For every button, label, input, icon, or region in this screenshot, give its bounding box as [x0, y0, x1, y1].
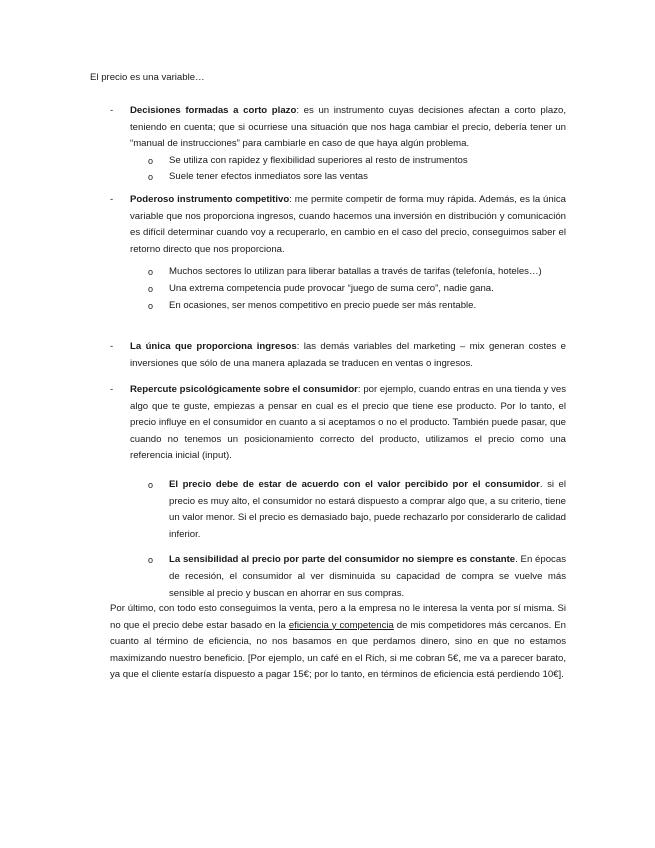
dash-bullet: - [110, 105, 114, 116]
sub-item-text: Se utiliza con rapidez y flexibilidad superiores al resto de instrumentos [169, 154, 468, 166]
sub-item-text: Muchos sectores lo utilizan para liberar batallas a través de tarifas (telefonía, hoteles…) [169, 266, 542, 278]
item-paragraph [130, 103, 566, 153]
efficiency-competence-underline: eficiencia y competencia [288, 619, 394, 631]
sub-item [90, 298, 566, 315]
circle-bullet: o [148, 283, 154, 294]
circle-bullet: o [148, 155, 154, 166]
sub-item-paragraph [169, 552, 566, 602]
sub-item-title: El precio debe de estar de acuerdo con el valor percibido por el consumidor [169, 478, 540, 490]
closing-text-start: Por último, con todo esto conseguimos la venta, pero a la empresa no le interesa la venta por sí misma. Si no que el precio debe estar basado en la [110, 603, 566, 631]
sub-item [90, 264, 566, 281]
item-paragraph [130, 339, 566, 372]
list-item-short-term [90, 103, 566, 186]
circle-bullet: o [148, 300, 154, 311]
sub-item-paragraph [169, 477, 566, 543]
list-item-psychological [90, 382, 566, 602]
item-title: Repercute psicológicamente sobre el consumidor [130, 384, 358, 395]
circle-bullet: o [148, 172, 154, 183]
sub-item [90, 169, 566, 186]
item-text: : es un instrumento cuyas decisiones afectan a corto plazo, teniendo en cuenta; que si ocurriese una situación que nos haga cambiar el precio, debería tener un “manual de instrucciones” para cambiarle en caso de que haya algún problema. [130, 105, 566, 150]
sub-item [90, 477, 566, 543]
list-item-only-income [90, 339, 566, 372]
item-text: : las demás variables del marketing – mix generan costes e inversiones que sólo de una manera aplazada se traducen en ventas o ingresos. [130, 341, 566, 369]
item-text: : por ejemplo, cuando entras en una tienda y ves algo que te guste, empiezas a pensar en cual es el precio que tiene ese producto. Por lo tanto, el precio influye en el consumidor en cuanto a si aceptamos o no el producto. También puede pasar, que cuando no tenemos un posicionamiento correcto del producto, utilizamos el precio como una referencia inicial (input). [130, 384, 566, 462]
sub-item-text: . En épocas de recesión, el consumidor al ver disminuida su capacidad de compra se vuelve más sensible al precio y buscan en ahorrar en sus compras. [169, 554, 566, 599]
dash-bullet: - [110, 194, 114, 205]
item-text: : me permite competir de forma muy rápida. Además, es la única variable que nos proporciona ingresos, cuando hacemos una inversión en distribución y comunicación es difícil determinar cuando voy a recuperarlo, en cambio en el caso del precio, conseguimos saber el retorno directo que nos proporciona. [130, 194, 566, 255]
dash-bullet: - [110, 384, 114, 395]
closing-text-end: de mis competidores más cercanos. En cuanto al término de eficiencia, no nos basamos en que perdamos dinero, sino en que no estamos maximizando nuestro beneficio. [Por ejemplo, un café en el Rich, si me cobran 5€, me va a parecer barato, ya que el cliente estaría dispuesto a pagar 15€; por lo tanto, en términos de eficiencia está perdiendo 10€]. [110, 619, 566, 681]
sub-item-text: Una extrema competencia pude provocar “juego de suma cero”, nadie gana. [169, 282, 494, 294]
sub-item [90, 281, 566, 298]
closing-paragraph [110, 601, 566, 684]
item-title: La única que proporciona ingresos [130, 341, 297, 352]
sub-item [90, 552, 566, 602]
sub-item-text: Suele tener efectos inmediatos sore las ventas [169, 171, 368, 183]
sub-item-title: La sensibilidad al precio por parte del consumidor no siempre es constante [169, 554, 516, 566]
circle-bullet: o [148, 267, 154, 278]
circle-bullet: o [148, 479, 154, 490]
item-paragraph [130, 382, 566, 465]
sub-item-text: . si el precio es muy alto, el consumidor no estará dispuesto a comprar algo que, a su criterio, tiene un valor menor. Si el precio es demasiado bajo, puede rechazarlo por considerarlo de calidad inferior. [169, 478, 566, 540]
circle-bullet: o [148, 555, 154, 566]
sub-item [90, 153, 566, 170]
item-paragraph [130, 192, 566, 258]
item-title: Poderoso instrumento competitivo [130, 194, 290, 205]
dash-bullet: - [110, 341, 114, 352]
list-item-competitive [90, 192, 566, 314]
item-title: Decisiones formadas a corto plazo [130, 105, 297, 116]
intro-line: El precio es una variable… [90, 72, 205, 83]
sub-item-text: En ocasiones, ser menos competitivo en precio puede ser más rentable. [169, 299, 477, 311]
